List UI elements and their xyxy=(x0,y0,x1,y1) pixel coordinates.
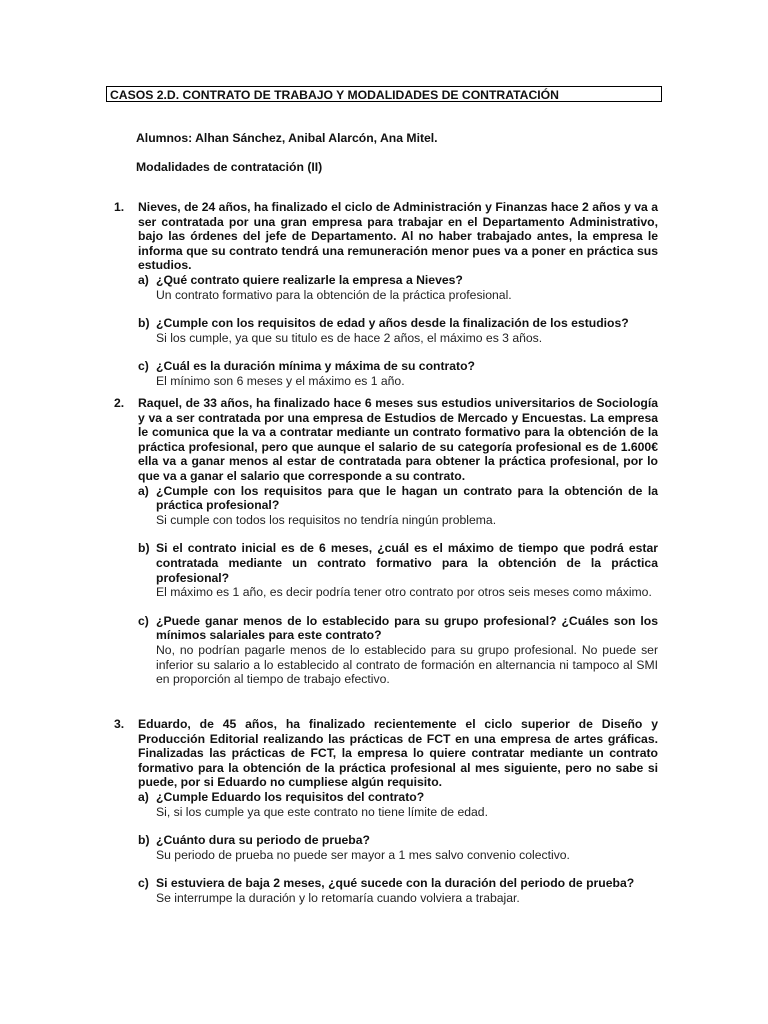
sub-question-text: ¿Cuánto dura su periodo de prueba? xyxy=(156,833,370,848)
sub-question-b xyxy=(138,541,658,599)
sub-question-text: Si el contrato inicial es de 6 meses, ¿cuál es el máximo de tiempo que podrá estar contratada mediante un contrato formativo para la obtención de la práctica profesional? xyxy=(156,541,658,585)
question-statement: Eduardo, de 45 años, ha finalizado recientemente el ciclo superior de Diseño y Producción Editorial realizando las prácticas de FCT en una empresa de artes gráficas. Finalizadas las prácticas de FCT, la empresa lo quiere contratar mediante un contrato formativo para la obtención de la práctica profesional al mes siguiente, pero no sabe si puede, por si Eduardo no cumpliese algún requisito. xyxy=(138,717,658,790)
sub-label: a) xyxy=(138,483,149,498)
sub-answer: Si, si los cumple ya que este contrato no tiene límite de edad. xyxy=(156,804,488,819)
sub-question-text: ¿Cumple con los requisitos para que le hagan un contrato para la obtención de la práctica profesional? xyxy=(156,483,658,513)
sub-question-a xyxy=(138,790,658,819)
sub-answer: Si los cumple, ya que su titulo es de hace 2 años, el máximo es 3 años. xyxy=(156,330,543,345)
sub-label: a) xyxy=(138,272,149,287)
sub-label: c) xyxy=(138,359,149,374)
sub-question-a xyxy=(138,273,658,302)
question-2 xyxy=(114,396,658,687)
sub-answer: No, no podrían pagarle menos de lo establecido para su grupo profesional. No puede ser inferior su salario a lo establecido al contrato de formación en alternancia ni tampoco al SMI en proporción al tiempo de trabajo efectivo. xyxy=(156,642,658,687)
sub-question-text: ¿Qué contrato quiere realizarle la empresa a Nieves? xyxy=(156,272,463,287)
sub-question-text: ¿Cuál es la duración mínima y máxima de su contrato? xyxy=(156,359,475,374)
question-number: 1. xyxy=(114,200,125,214)
sub-question-a xyxy=(138,484,658,528)
question-statement: Nieves, de 24 años, ha finalizado el ciclo de Administración y Finanzas hace 2 años y va a ser contratada por una gran empresa para trabajar en el Departamento Administrativo, bajo las órdenes del jefe de Departamento. Al no haber trabajado antes, la empresa le informa que su contrato tendrá una remuneración menor pues va a poner en práctica sus estudios. xyxy=(138,200,658,273)
sub-label: b) xyxy=(138,316,150,331)
question-number: 3. xyxy=(114,717,125,731)
sub-question-c xyxy=(138,876,658,905)
sub-answer: El mínimo son 6 meses y el máximo es 1 año. xyxy=(156,373,405,388)
sub-answer: Se interrumpe la duración y lo retomaría cuando volviera a trabajar. xyxy=(156,890,520,905)
question-statement: Raquel, de 33 años, ha finalizado hace 6 meses sus estudios universitarios de Sociología y va a ser contratada por una empresa de Estudios de Mercado y Encuestas. La empresa le comunica que la va a contratar mediante un contrato formativo para la obtención de la práctica profesional, pero que aunque el salario de su categoría profesional es de 1.600€ ella va a ganar menos al estar de contratada para obtener la práctica profesional, por lo que va a ganar el salario que corresponde a su contrato. xyxy=(138,396,658,483)
question-number: 2. xyxy=(114,396,125,410)
sub-answer: El máximo es 1 año, es decir podría tener otro contrato por otros seis meses como máximo. xyxy=(156,585,652,600)
sub-question-text: ¿Cumple Eduardo los requisitos del contrato? xyxy=(156,789,425,804)
sub-question-b xyxy=(138,833,658,862)
sub-answer: Un contrato formativo para la obtención de la práctica profesional. xyxy=(156,287,512,302)
sub-answer: Si cumple con todos los requisitos no tendría ningún problema. xyxy=(156,512,497,527)
section-subtitle: Modalidades de contratación (II) xyxy=(136,160,323,174)
sub-question-text: ¿Puede ganar menos de lo establecido para su grupo profesional? ¿Cuáles son los mínimos salariales para este contrato? xyxy=(156,613,658,643)
sub-label: c) xyxy=(138,613,149,628)
sub-question-c xyxy=(138,614,658,687)
question-3 xyxy=(114,717,658,906)
sub-label: b) xyxy=(138,833,150,848)
students-line: Alumnos: Alhan Sánchez, Anibal Alarcón, Ana Mitel. xyxy=(136,131,438,145)
sub-label: a) xyxy=(138,789,149,804)
sub-question-text: Si estuviera de baja 2 meses, ¿qué sucede con la duración del periodo de prueba? xyxy=(156,876,635,891)
sub-answer: Su periodo de prueba no puede ser mayor a 1 mes salvo convenio colectivo. xyxy=(156,847,570,862)
question-1 xyxy=(114,200,658,389)
sub-label: c) xyxy=(138,876,149,891)
sub-label: b) xyxy=(138,541,150,556)
sub-question-c xyxy=(138,359,658,388)
sub-question-b xyxy=(138,316,658,345)
document-title: CASOS 2.D. CONTRATO DE TRABAJO Y MODALIDADES DE CONTRATACIÓN xyxy=(106,86,662,102)
sub-question-text: ¿Cumple con los requisitos de edad y años desde la finalización de los estudios? xyxy=(156,316,629,331)
